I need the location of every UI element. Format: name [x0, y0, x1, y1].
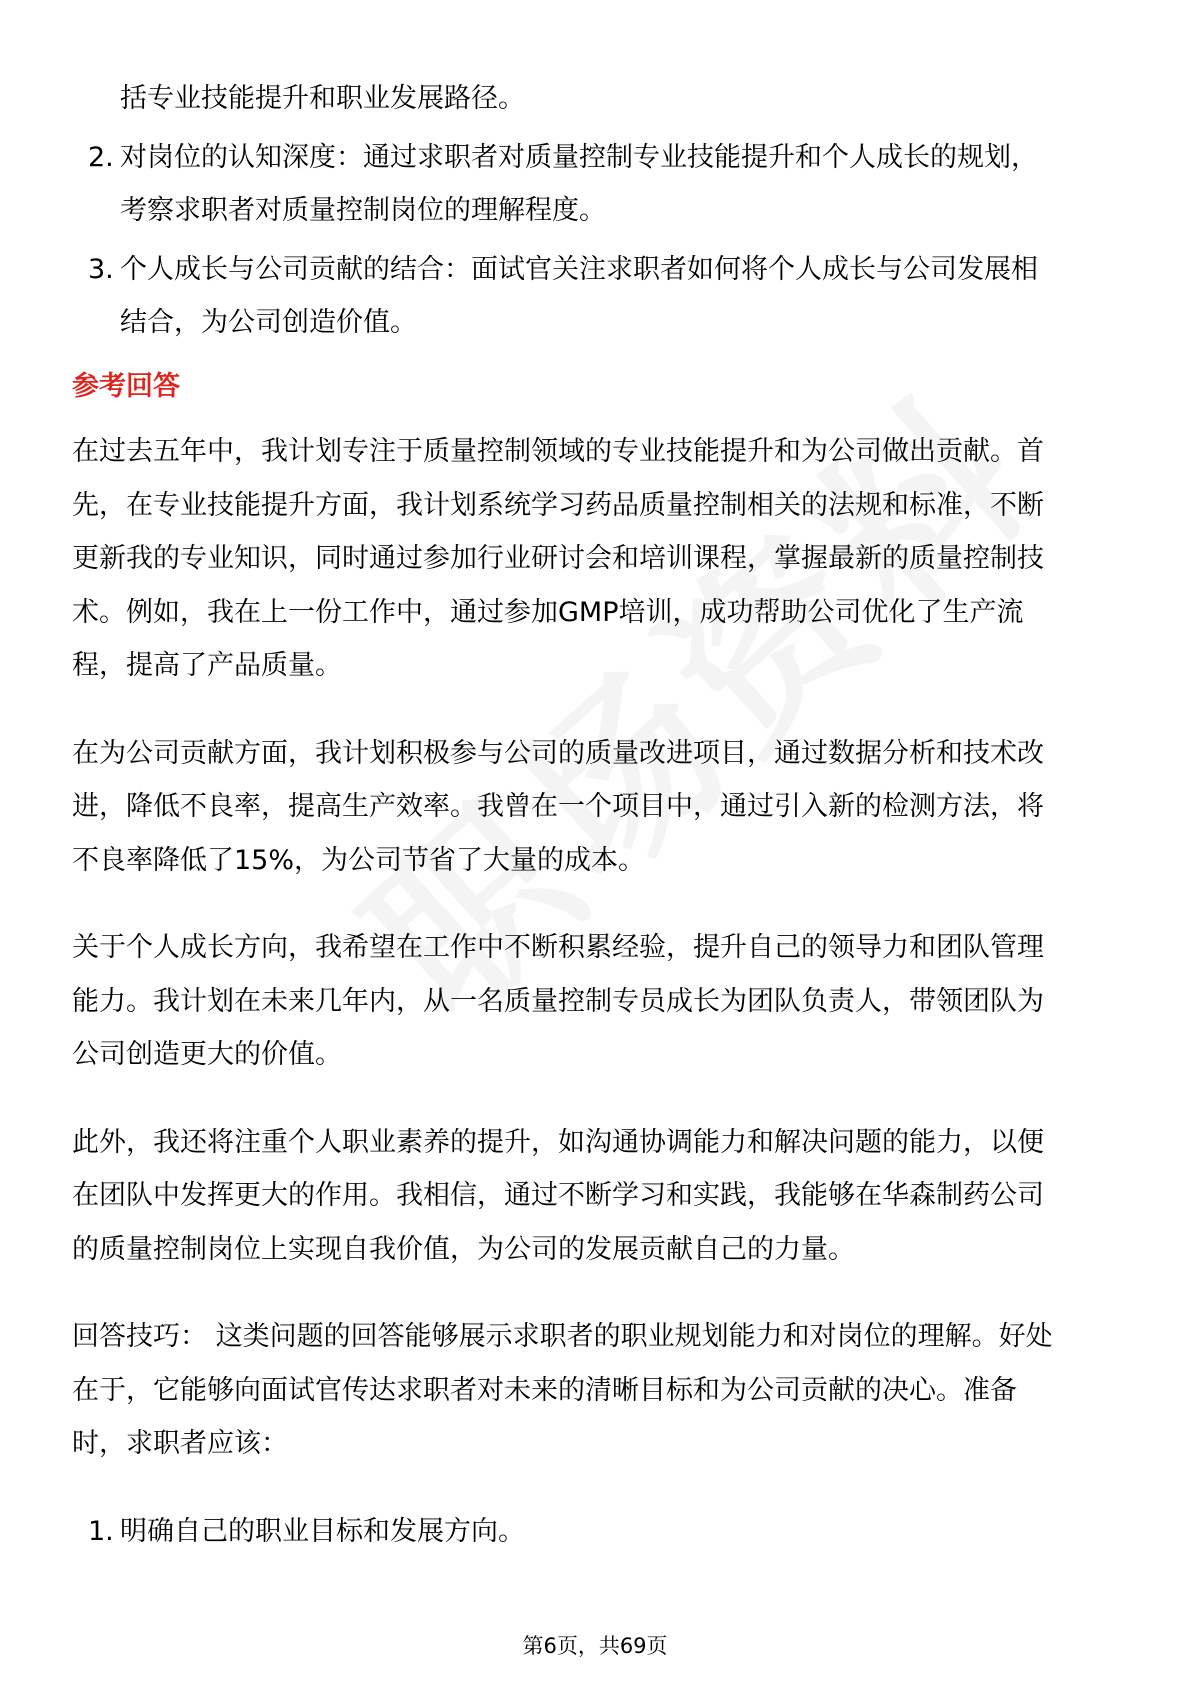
paragraph-line: 回答技巧： 这类问题的回答能够展示求职者的职业规划能力和对岗位的理解。好处 [72, 1321, 1053, 1352]
paragraph-line: 公司创造更大的价值。 [72, 1039, 342, 1070]
list-item-line: 括专业技能提升和职业发展路径。 [120, 83, 525, 114]
page-content [72, 72, 1122, 1564]
list-item-line: 明确自己的职业目标和发展方向。 [120, 1515, 525, 1547]
paragraph-line: 更新我的专业知识，同时通过参加行业研讨会和培训课程，掌握最新的质量控制技 [72, 543, 1044, 574]
paragraph [72, 425, 1122, 693]
page-number: 第6页，共69页 [522, 1634, 668, 1658]
paragraph-line: 时，求职者应该： [72, 1428, 288, 1459]
list-number: 1. [88, 1515, 114, 1547]
list-item [72, 243, 1122, 349]
paragraph-line: 进，降低不良率，提高生产效率。我曾在一个项目中，通过引入新的检测方法，将 [72, 791, 1044, 822]
list-number: 3. [88, 254, 114, 285]
paragraph-line: 在团队中发挥更大的作用。我相信，通过不断学习和实践，我能够在华森制药公司 [72, 1180, 1044, 1211]
criteria-list [72, 72, 1122, 349]
answer-body [72, 425, 1122, 1471]
paragraph-line: 在于，它能够向面试官传达求职者对未来的清晰目标和为公司贡献的决心。准备 [72, 1374, 1017, 1406]
paragraph-line: 能力。我计划在未来几年内，从一名质量控制专员成长为团队负责人，带领团队为 [72, 985, 1044, 1017]
list-item-line: 考察求职者对质量控制岗位的理解程度。 [120, 195, 606, 226]
paragraph-line: 的质量控制岗位上实现自我价值，为公司的发展贡献自己的力量。 [72, 1233, 855, 1265]
paragraph-line: 在过去五年中，我计划专注于质量控制领域的专业技能提升和为公司做出贡献。首 [72, 436, 1044, 467]
list-item [72, 1505, 1122, 1558]
paragraph-line: 术。例如，我在上一份工作中，通过参加GMP培训，成功帮助公司优化了生产流 [72, 596, 1024, 628]
paragraph-line: 在为公司贡献方面，我计划积极参与公司的质量改进项目，通过数据分析和技术改 [72, 737, 1044, 769]
paragraph-line: 不良率降低了15%，为公司节省了大量的成本。 [72, 844, 646, 876]
list-item [72, 131, 1122, 237]
paragraph [72, 1116, 1122, 1277]
paragraph-line: 关于个人成长方向，我希望在工作中不断积累经验，提升自己的领导力和团队管理 [72, 932, 1044, 963]
paragraph-line: 此外，我还将注重个人职业素养的提升，如沟通协调能力和解决问题的能力，以便 [72, 1126, 1044, 1158]
list-item-line: 结合，为公司创造价值。 [120, 307, 417, 338]
list-item-line: 个人成长与公司贡献的结合：面试官关注求职者如何将个人成长与公司发展相 [120, 254, 1038, 285]
tips-list [72, 1505, 1122, 1558]
list-number: 2. [88, 142, 114, 173]
paragraph [72, 727, 1122, 888]
section-title: 参考回答 [72, 371, 180, 402]
list-item-line: 对岗位的认知深度：通过求职者对质量控制专业技能提升和个人成长的规划， [120, 142, 1038, 173]
paragraph [72, 1310, 1122, 1471]
paragraph-line: 先，在专业技能提升方面，我计划系统学习药品质量控制相关的法规和标准，不断 [72, 489, 1044, 521]
paragraph [72, 921, 1122, 1082]
list-item [72, 72, 1122, 125]
paragraph-line: 程，提高了产品质量。 [72, 650, 342, 681]
